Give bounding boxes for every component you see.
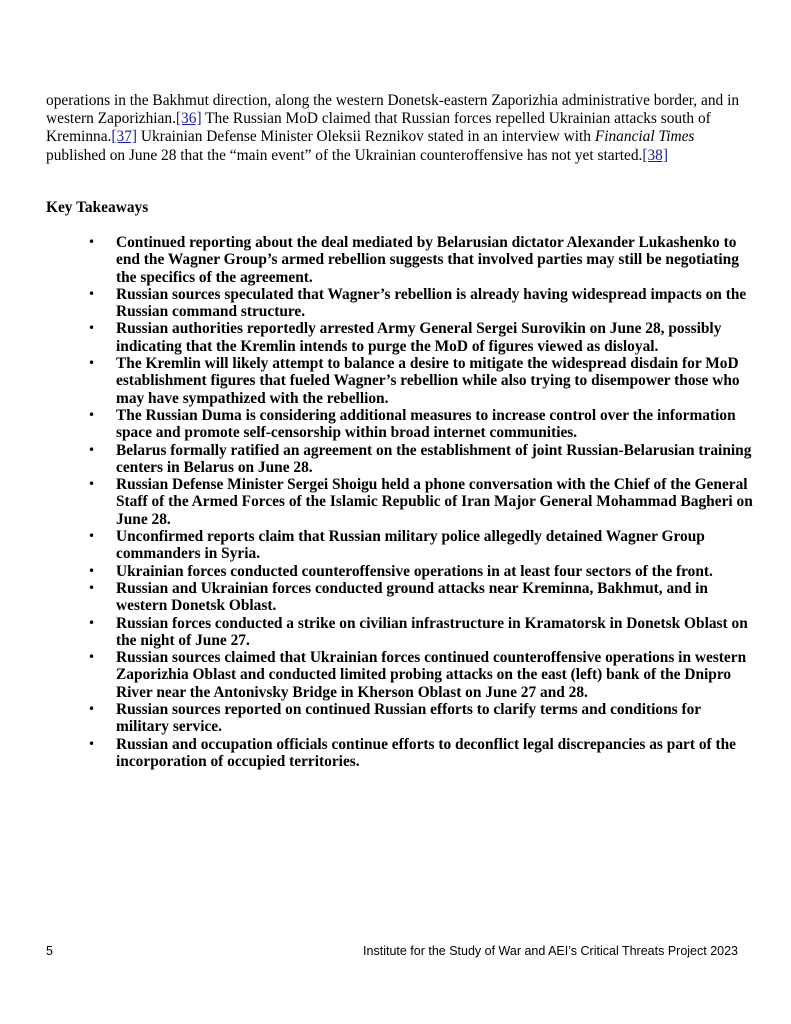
bullet-icon: • (88, 529, 96, 544)
takeaway-text: The Russian Duma is considering additional measures to increase control over the information space and promote self-censorship within broad internet communities. (116, 406, 736, 442)
takeaway-item (88, 563, 756, 580)
bullet-icon: • (88, 615, 96, 630)
takeaway-text: Russian forces conducted a strike on civilian infrastructure in Kramatorsk in Donetsk Oblast on the night of June 27. (116, 614, 748, 649)
takeaway-text: Russian and occupation officials continue efforts to deconflict legal discrepancies as part of the incorporation of occupied territories. (116, 735, 737, 770)
takeaway-text: Russian authorities reportedly arrested Army General Sergei Surovikin on June 28, possibly indicating that the Kremlin intends to purge the MoD of figures viewed as disloyal. (116, 320, 722, 355)
takeaway-text: Ukrainian forces conducted counteroffensive operations in at least four sectors of the front. (116, 562, 713, 580)
bullet-icon: • (88, 407, 96, 422)
bullet-icon: • (88, 702, 96, 717)
publication-name: Financial Times (594, 128, 695, 146)
takeaway-item (88, 234, 756, 286)
bullet-icon: • (88, 477, 96, 492)
key-takeaways-list (88, 234, 756, 770)
bullet-icon: • (88, 321, 96, 336)
footer-organization: Institute for the Study of War and AEI’s Critical Threats Project 2023 (363, 944, 738, 958)
bullet-icon: • (88, 286, 96, 301)
bullet-icon: • (88, 563, 96, 578)
key-takeaways-heading: Key Takeaways (46, 199, 149, 216)
bullet-icon: • (88, 580, 96, 595)
page-number: 5 (46, 944, 53, 958)
takeaway-text: Belarus formally ratified an agreement on the establishment of joint Russian-Belarusian training centers in Belarus on June 28. (116, 441, 752, 476)
takeaway-text: Russian sources claimed that Ukrainian forces continued counteroffensive operations in western Zaporizhia Oblast and conducted limited probing attacks on the east (left) bank of the Dnipro River near the Antonivsky Bridge in Kherson Oblast on June 27 and 28. (116, 649, 747, 701)
takeaway-item (88, 649, 756, 701)
takeaway-item (88, 701, 756, 736)
intro-text-1: operations in the Bakhmut direction, along the western Donetsk-eastern Zaporizhia administrative border, and in western Zaporizhian. (46, 92, 740, 128)
takeaway-item (88, 286, 756, 321)
intro-text-4: published on June 28 that the “main event” of the Ukrainian counteroffensive has not yet started. (46, 146, 643, 164)
bullet-icon: • (88, 650, 96, 665)
takeaway-item (88, 407, 756, 442)
takeaway-item (88, 580, 756, 615)
footnote-link-37[interactable]: [37] (111, 128, 138, 146)
takeaway-item (88, 355, 756, 407)
takeaway-text: Russian sources speculated that Wagner’s rebellion is already having widespread impacts on the Russian command structure. (116, 285, 747, 321)
footnote-link-36[interactable]: [36] (175, 110, 202, 128)
takeaway-item (88, 736, 756, 771)
takeaway-text: The Kremlin will likely attempt to balance a desire to mitigate the widespread disdain for MoD establishment figures that fueled Wagner’s rebellion while also trying to disempower those who may have sympathized with the rebellion. (116, 355, 740, 407)
takeaway-text: Continued reporting about the deal mediated by Belarusian dictator Alexander Lukashenko to end the Wagner Group’s armed rebellion suggests that involved parties may still be negotiating the specifics of the agreement. (116, 234, 739, 286)
takeaway-text: Russian and Ukrainian forces conducted ground attacks near Kreminna, Bakhmut, and in western Donetsk Oblast. (116, 579, 708, 615)
bullet-icon: • (88, 442, 96, 457)
takeaway-item (88, 442, 756, 477)
bullet-icon: • (88, 235, 96, 249)
bullet-icon: • (88, 356, 96, 371)
intro-paragraph (46, 92, 746, 165)
takeaway-text: Unconfirmed reports claim that Russian military police allegedly detained Wagner Group commanders in Syria. (116, 528, 705, 563)
bullet-icon: • (88, 736, 96, 751)
footnote-link-38[interactable]: [38] (642, 146, 669, 164)
takeaway-text: Russian Defense Minister Sergei Shoigu held a phone conversation with the Chief of the General Staff of the Armed Forces of the Islamic Republic of Iran Major General Mohammad Bagheri on June 28. (116, 476, 753, 528)
intro-text-3: Ukrainian Defense Minister Oleksii Reznikov stated in an interview with (137, 128, 595, 146)
takeaway-item (88, 528, 756, 563)
takeaway-item (88, 476, 756, 528)
takeaway-item (88, 615, 756, 650)
takeaway-text: Russian sources reported on continued Russian efforts to clarify terms and conditions for military service. (116, 701, 701, 736)
takeaway-item (88, 320, 756, 355)
intro-text-2: The Russian MoD claimed that Russian forces repelled Ukrainian attacks south of Kreminna. (46, 110, 711, 146)
